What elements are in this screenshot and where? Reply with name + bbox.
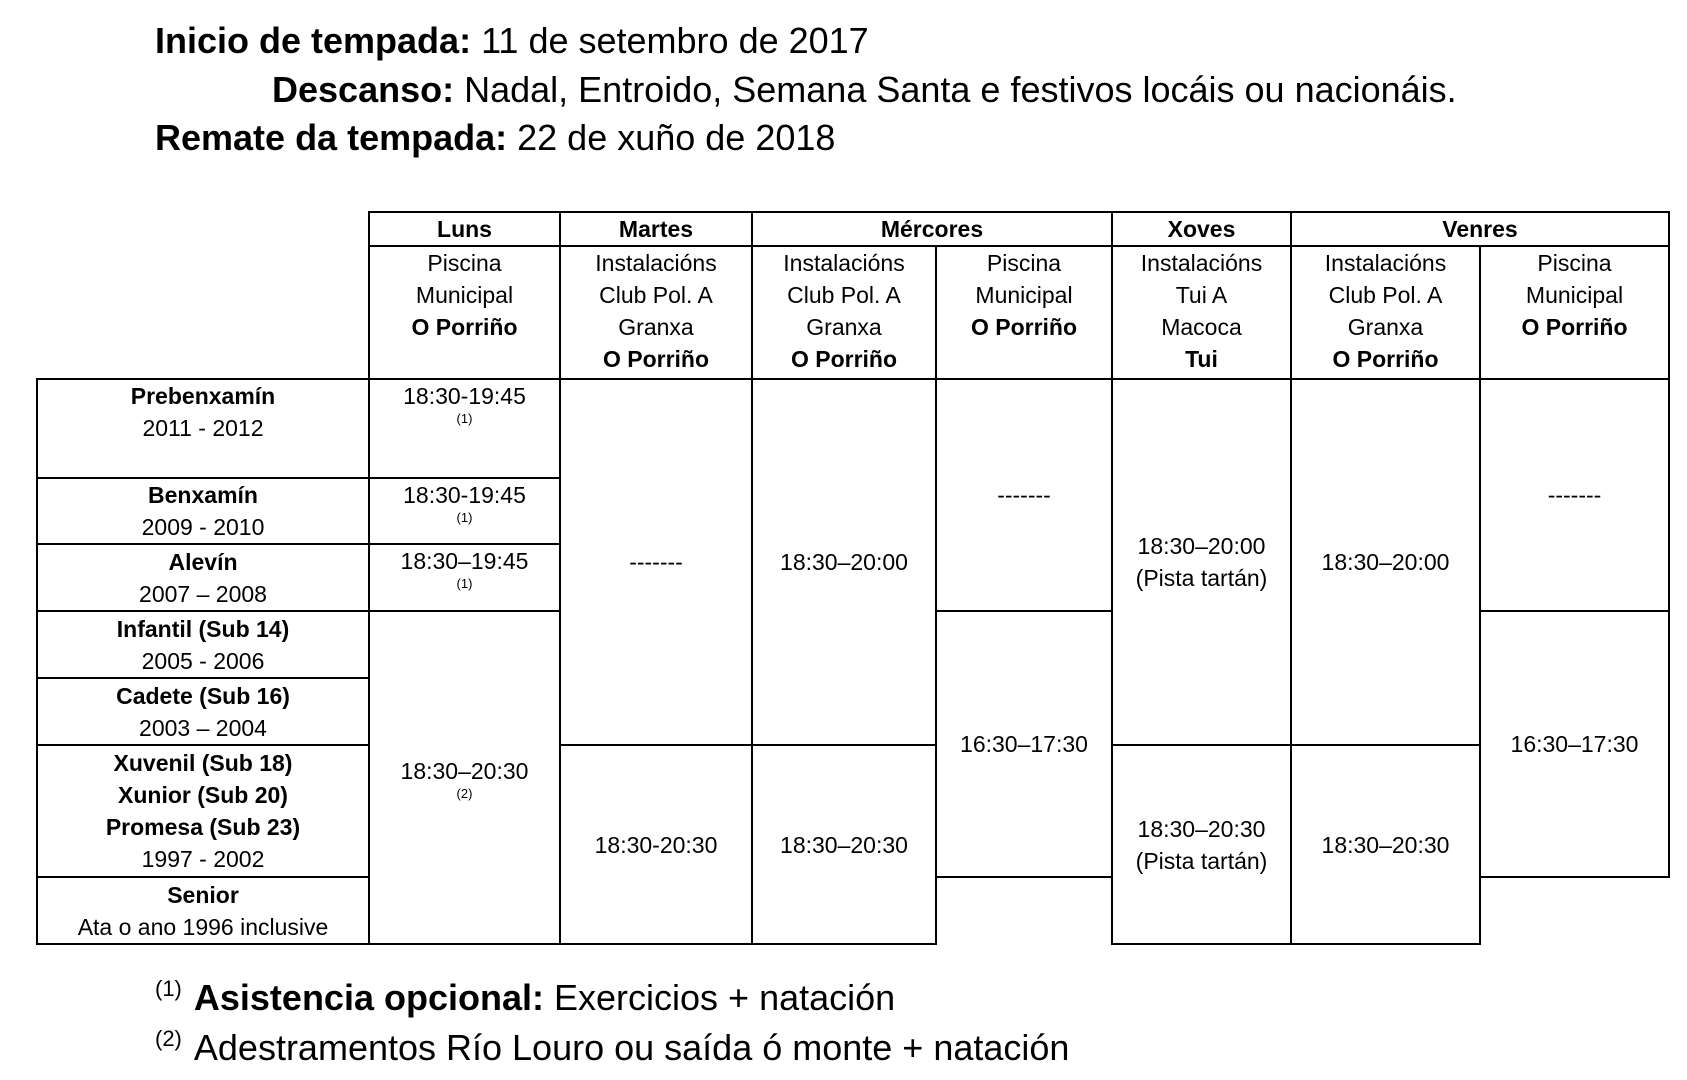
season-start-label: Inicio de tempada: xyxy=(155,20,472,61)
season-start-value: 11 de setembro de 2017 xyxy=(481,20,869,61)
season-start-line xyxy=(155,17,869,65)
day-header-luns: Luns xyxy=(369,212,560,246)
time-mercores-granxa-older: 18:30–20:30 xyxy=(752,745,936,944)
footnote-1-mark: (1) xyxy=(155,976,182,1001)
venue-venres-piscina: Piscina Municipal O Porriño xyxy=(1480,246,1669,379)
day-header-mercores: Mércores xyxy=(752,212,1112,246)
category-alevin: Alevín 2007 – 2008 xyxy=(37,544,369,611)
venue-mercores-granxa: Instalacións Club Pol. A Granxa O Porriño xyxy=(752,246,936,379)
rest-value: Nadal, Entroido, Semana Santa e festivos locáis ou nacionáis. xyxy=(464,69,1457,110)
rest-label: Descanso: xyxy=(272,69,455,110)
venue-xoves: Instalacións Tui A Macoca Tui xyxy=(1112,246,1291,379)
day-header-martes: Martes xyxy=(560,212,752,246)
season-end-value: 22 de xuño de 2018 xyxy=(517,117,836,158)
schedule-table xyxy=(36,211,1670,945)
category-senior: Senior Ata o ano 1996 inclusive xyxy=(37,877,369,944)
time-venres-piscina-older: 16:30–17:30 xyxy=(1480,611,1669,877)
time-mercores-piscina-young: ------- xyxy=(936,379,1112,611)
footnote-2 xyxy=(155,1024,1069,1077)
category-cadete: Cadete (Sub 16) 2003 – 2004 xyxy=(37,678,369,745)
time-luns-prebenxamin: 18:30-19:45 (1) xyxy=(369,379,560,478)
category-benxamin: Benxamín 2009 - 2010 xyxy=(37,478,369,544)
venue-mercores-piscina: Piscina Municipal O Porriño xyxy=(936,246,1112,379)
time-mercores-piscina-older: 16:30–17:30 xyxy=(936,611,1112,877)
empty-corner xyxy=(37,212,369,379)
category-prebenxamin: Prebenxamín 2011 - 2012 xyxy=(37,379,369,478)
footnote-1-label: Asistencia opcional: xyxy=(193,977,544,1018)
time-martes-older: 18:30-20:30 xyxy=(560,745,752,944)
time-luns-benxamin: 18:30-19:45 (1) xyxy=(369,478,560,544)
venue-martes: Instalacións Club Pol. A Granxa O Porriño xyxy=(560,246,752,379)
footnote-2-text: Adestramentos Río Louro ou saída ó monte + natación xyxy=(193,1027,1070,1068)
time-xoves-young: 18:30–20:00 (Pista tartán) xyxy=(1112,379,1291,745)
rest-line xyxy=(272,66,1457,114)
footnote-1-text: Exercicios + natación xyxy=(554,977,896,1018)
time-venres-granxa-young: 18:30–20:00 xyxy=(1291,379,1480,745)
day-header-venres: Venres xyxy=(1291,212,1669,246)
category-infantil: Infantil (Sub 14) 2005 - 2006 xyxy=(37,611,369,678)
day-header-xoves: Xoves xyxy=(1112,212,1291,246)
category-xuvenil-xunior-promesa: Xuvenil (Sub 18) Xunior (Sub 20) Promesa (Sub 23) 1997 - 2002 xyxy=(37,745,369,877)
time-venres-granxa-older: 18:30–20:30 xyxy=(1291,745,1480,944)
time-venres-piscina-young: ------- xyxy=(1480,379,1669,611)
time-xoves-older: 18:30–20:30 (Pista tartán) xyxy=(1112,745,1291,944)
venue-luns: Piscina Municipal O Porriño xyxy=(369,246,560,379)
venue-venres-granxa: Instalacións Club Pol. A Granxa O Porriño xyxy=(1291,246,1480,379)
time-martes-young: ------- xyxy=(560,379,752,745)
time-luns-alevin: 18:30–19:45 (1) xyxy=(369,544,560,611)
footnote-2-mark: (2) xyxy=(155,1026,182,1051)
time-luns-older: 18:30–20:30 (2) xyxy=(369,611,560,944)
time-mercores-granxa-young: 18:30–20:00 xyxy=(752,379,936,745)
footnote-1 xyxy=(155,974,895,1027)
season-end-label: Remate da tempada: xyxy=(155,117,508,158)
season-end-line xyxy=(155,114,835,162)
